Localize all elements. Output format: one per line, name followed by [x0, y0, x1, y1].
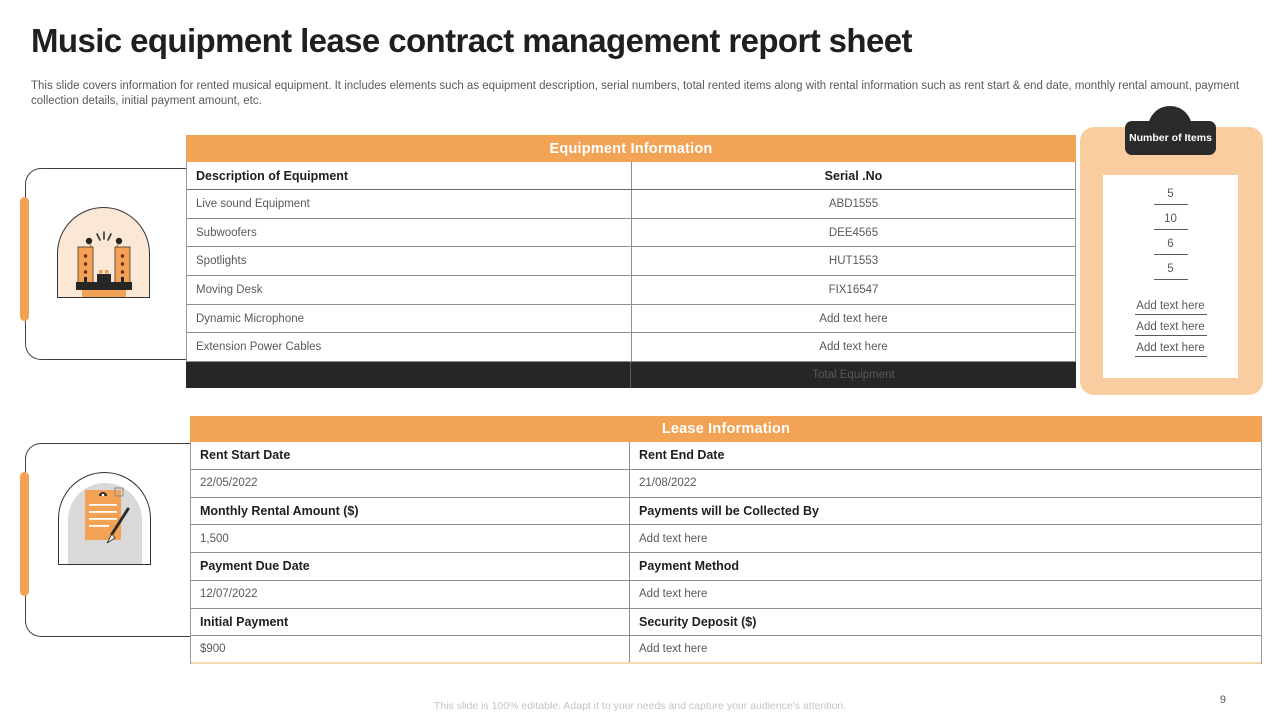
- number-of-items-title: Number of Items: [1129, 132, 1212, 144]
- equipment-description: Subwoofers: [196, 226, 257, 239]
- table-row: [191, 553, 1261, 581]
- equipment-description: Live sound Equipment: [196, 197, 310, 210]
- lease-field-value: 22/05/2022: [200, 477, 258, 490]
- list-item: [1103, 188, 1238, 205]
- lease-field-label: Payments will be Collected By: [629, 498, 1261, 525]
- lease-field-value: 21/08/2022: [629, 470, 1261, 497]
- underline: [1154, 254, 1188, 255]
- editable-note: This slide is 100% editable. Adapt it to your needs and capture your audience's attention.: [433, 700, 847, 712]
- underline: [1135, 356, 1207, 357]
- total-equipment-empty-cell: [186, 362, 630, 388]
- equipment-serial-placeholder[interactable]: Add text here: [631, 305, 1075, 333]
- item-count-placeholder[interactable]: Add text here: [1136, 321, 1205, 333]
- table-row: [191, 609, 1261, 637]
- list-item: [1103, 263, 1238, 280]
- equipment-table-header: Equipment Information: [186, 135, 1076, 162]
- table-row: [191, 581, 1261, 609]
- equipment-description: Extension Power Cables: [196, 341, 322, 354]
- equipment-column-header-row: [187, 162, 1075, 190]
- table-row: [191, 470, 1261, 498]
- item-count: 6: [1167, 238, 1174, 250]
- list-item: [1103, 213, 1238, 230]
- equipment-description: Spotlights: [196, 255, 247, 268]
- page-title: Music equipment lease contract management report sheet: [31, 22, 912, 59]
- lease-table: [190, 416, 1262, 664]
- equipment-serial: DEE4565: [631, 219, 1075, 247]
- equipment-serial: ABD1555: [631, 190, 1075, 218]
- underline: [1135, 335, 1207, 336]
- lease-field-value-placeholder[interactable]: Add text here: [629, 636, 1261, 662]
- lease-table-body: [190, 442, 1262, 664]
- underline: [1154, 279, 1188, 280]
- lease-field-label: Rent End Date: [629, 442, 1261, 469]
- underline: [1154, 229, 1188, 230]
- list-item[interactable]: [1103, 342, 1238, 357]
- equipment-serial: HUT1553: [631, 247, 1075, 275]
- slide-description: This slide covers information for rented musical equipment. It includes elements such as equipment description, serial numbers, total rented items along with rental information such as rent start & end date, monthly rental amount, payment collection details, initial payment amount, etc.: [31, 80, 1240, 107]
- equipment-icon-card: [25, 168, 186, 360]
- lease-field-label: Security Deposit ($): [629, 609, 1261, 636]
- equipment-description: Dynamic Microphone: [196, 312, 305, 325]
- item-count: 5: [1167, 263, 1174, 275]
- lease-field-label: Monthly Rental Amount ($): [200, 503, 359, 518]
- list-item: [1103, 238, 1238, 255]
- equipment-accent-bar: [20, 197, 29, 321]
- spacer: [1103, 288, 1238, 300]
- number-of-items-list: [1103, 175, 1238, 378]
- lease-field-value-placeholder[interactable]: Add text here: [629, 581, 1261, 608]
- table-row: [187, 276, 1075, 305]
- column-header-serial: Serial .No: [631, 162, 1075, 189]
- lease-field-label: Initial Payment: [200, 614, 289, 629]
- lease-field-value: 1,500: [200, 532, 229, 545]
- table-row: [187, 305, 1075, 334]
- table-row: [187, 190, 1075, 219]
- item-count-placeholder[interactable]: Add text here: [1136, 300, 1205, 312]
- speaker-system-icon: [57, 207, 150, 298]
- table-row: [191, 525, 1261, 553]
- equipment-description: Moving Desk: [196, 283, 263, 296]
- table-row: [187, 219, 1075, 248]
- lease-field-label: Rent Start Date: [200, 448, 291, 463]
- table-row: [191, 498, 1261, 526]
- underline: [1135, 314, 1207, 315]
- lease-field-value: 12/07/2022: [200, 588, 258, 601]
- lease-field-value-placeholder[interactable]: Add text here: [629, 525, 1261, 552]
- item-count: 10: [1164, 213, 1177, 225]
- equipment-serial: FIX16547: [631, 276, 1075, 304]
- lease-field-label: Payment Method: [629, 553, 1261, 580]
- lease-field-label: Payment Due Date: [200, 559, 310, 574]
- lease-table-header: Lease Information: [190, 416, 1262, 442]
- equipment-table: [186, 135, 1076, 388]
- table-row: [187, 333, 1075, 362]
- equipment-serial-placeholder[interactable]: Add text here: [631, 333, 1075, 361]
- total-equipment-row: [186, 362, 1076, 388]
- table-row: [191, 442, 1261, 470]
- page-number: 9: [1219, 694, 1226, 706]
- lease-icon-card: [25, 443, 190, 637]
- equipment-table-body: [186, 162, 1076, 362]
- contract-signing-icon-svg: [60, 473, 150, 564]
- column-header-description: Description of Equipment: [196, 168, 349, 183]
- item-count: 5: [1167, 188, 1174, 200]
- lease-field-value: $900: [200, 643, 226, 656]
- table-row: [191, 636, 1261, 664]
- lease-accent-bar: [20, 472, 29, 596]
- item-count-placeholder[interactable]: Add text here: [1136, 342, 1205, 354]
- speaker-system-icon-svg: [62, 231, 146, 297]
- table-row: [187, 247, 1075, 276]
- number-of-items-tab: [1125, 121, 1216, 155]
- list-item[interactable]: [1103, 300, 1238, 315]
- contract-signing-icon: [58, 472, 151, 565]
- underline: [1154, 204, 1188, 205]
- list-item[interactable]: [1103, 321, 1238, 336]
- total-equipment-label: Total Equipment: [630, 362, 1076, 388]
